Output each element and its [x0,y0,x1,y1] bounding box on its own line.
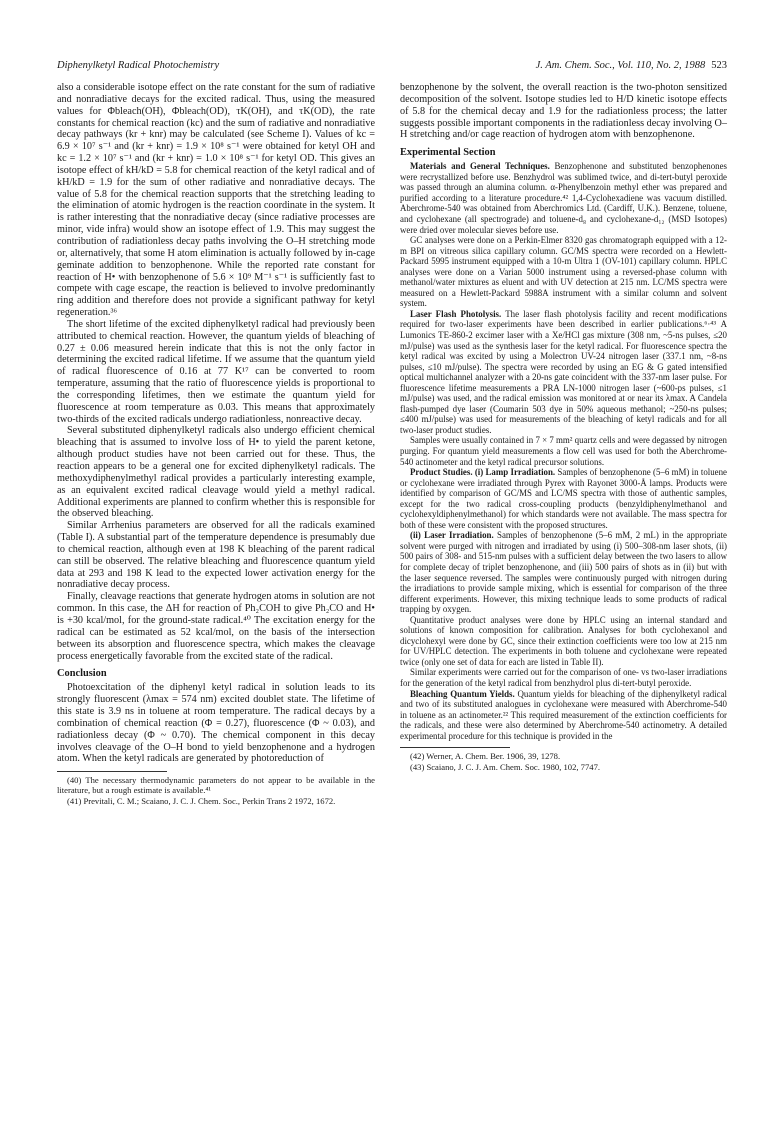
similar-paragraph: Similar experiments were carried out for the comparison of one- vs two-laser irradiations for the generation of the ketyl radical from benzhydrol plus di-tert-butyl peroxide. [400,667,727,689]
journal-citation: J. Am. Chem. Soc., Vol. 110, No. 2, 1988 [535,60,706,71]
run-in-heading: Bleaching Quantum Yields. [410,688,515,699]
conclusion-paragraph: Photoexcitation of the diphenyl ketyl radical in solution leads to its strongly fluorescent (λmax = 574 nm) excited doublet state. The lifetime of this state is 3.9 ns in toluene at room temperature. The radical decays by a combination of chemical reaction (Φ = 0.27), fluorescence (Φ ~ 0.03), and radiationless decay (Φ ~ 0.70). The chemical component in this decay involves cleavage of the O–H bond to yield benzophenone and a hydrogen atom. When the ketyl radicals are generated by photoreduction of [57,682,375,765]
footnote: (42) Werner, A. Chem. Ber. 1906, 39, 1278. [410,751,561,762]
body-paragraph: benzophenone by the solvent, the overall reaction is the two-photon sensitized decomposition of the solvent. Isotope studies led to H/D kinetic isotope effects of 5.8 for the chemical decay and 1.9 for the radiationless process; the latter suggests possible important components in the radiationless decay involving O–H stretching and/or cage reaction of hydrogen atom with benzophenone. [400,82,727,141]
materials-paragraph [400,161,727,235]
run-in-heading: Laser Flash Photolysis. [410,308,502,319]
gc-paragraph: GC analyses were done on a Perkin-Elmer 8320 gas chromatograph equipped with a 12-m BPI on vitreous silica capillary column. GC/MS spectra were recorded on a Hewlett-Packard 5995 instrument equipped with a 10-m Ultra 1 (OV-101) capillary column. HPLC analyses were done on a Varian 5000 instrument using a reversed-phase column with methanol/water mixtures as eluent and with UV detection at 215 nm. LC/MS spectra were measured on a Hewlett-Packard 5988A instrument with a similar column and solvent system. [400,235,727,309]
page-number: 523 [711,60,727,71]
right-column [400,82,727,772]
body-paragraph: Several substituted diphenylketyl radicals also undergo efficient chemical bleaching that is assumed to involve loss of H• to yield the parent ketone, although product studies have not been carried out for these. Thus, the reaction appears to be a general one for excited diphenylketyl radicals. The methoxydiphenylmethyl radical provides a particularly interesting example, as an equivalent excited radical cleavage would yield a methyl radical. Additional experiments are planned to confirm whether this is responsible for the observed bleaching. [57,425,375,520]
run-in-heading: Product Studies. (i) Lamp Irradiation. [410,467,556,478]
footnote: (40) The necessary thermodynamic parameters do not appear to be available in the literature, but a rough estimate is available.⁴¹ [57,775,375,796]
paragraph-text: Benzophenone and substituted benzophenones were recrystallized before use. Benzhydrol was sublimed twice, and di-tert-butyl peroxide was passed through an alumina column. α-Phenylbenzoin methyl ether was prepared and purified according to a literature procedure.⁴² 1,4-Cyclohexadiene was vacuum distilled. Aberchrome-540 was obtained from Aberchromics Ltd. (Cardiff, U.K.). Benzene, toluene, and cyclohexane (all spectrograde) and toluene-d₈ and cyclohexane-d₁₂ (MSD Isotopes) were dried over molecular sieves before use. [400,161,727,235]
paragraph-text: Quantum yields for bleaching of the diphenylketyl radical and two of its substituted analogues in cyclohexane were measured with Aberchrome-540 in toluene as an actinometer.²² This required measurement of the extinction coefficients for the radicals, and these were also determined by Aberchrome-540 actinometry. A detailed experimental procedure for this technique is provided in the [400,688,728,741]
section-heading-experimental: Experimental Section [400,147,496,159]
running-head-title: Diphenylketyl Radical Photochemistry [57,60,220,71]
section-heading-conclusion: Conclusion [57,668,107,680]
quantitative-paragraph: Quantitative product analyses were done by HPLC using an internal standard and solutions of known composition for calibration. Analyses for both cyclohexanol and dicyclohexyl were done by GC, since their extinction coefficients were too low at 215 nm for UV/HPLC detection. The experiments in both toluene and cyclohexane were repeated twice (only one set of data for each are listed in Table II). [400,614,727,667]
running-head-journal [536,60,727,71]
laser-paragraph [400,309,727,436]
bleaching-paragraph [400,689,727,742]
footnote-divider [57,771,167,772]
left-column [57,82,375,806]
footnote-divider [400,747,510,748]
paragraph-text: The laser flash photolysis facility and recent modifications required for two-laser experiments have been described in earlier publications.⁶·⁴³ A Lumonics TE-860-2 excimer laser with a Xe/HCl gas mixture (308 nm, ~5-ns pulses, ≤20 mJ/pulse) was used as the synthesis laser for the ketyl radical. For fluorescence spectra the ketyl radical was excited by using a Molectron UV-24 nitrogen laser (337.1 nm, ~8-ns pulses, ≤10 mJ/pulse). The spectra were recorded by using an EG & G gated intensified optical multichannel analyzer with a 20-ns gate coincident with the 337-nm laser pulse. For fluorescence lifetime measurements a PRA LN-1000 nitrogen laser (~600-ps pulses, ≤1 mJ/pulse) was used, and the radical emission was monitored at or near its λmax. A Candela flash-pumped dye laser (Coumarin 503 dye in 50% aqueous methanol; ~250-ns pulses; ≤400 mJ/pulse) was used for measurements of the bleaching of ketyl radicals and for all two-laser product studies. [400,308,727,435]
body-paragraph: Similar Arrhenius parameters are observed for all the radicals examined (Table I). A substantial part of the temperature dependence is presumably due to chemical reaction, although even at 198 K bleaching of the parent radical can still be observed. The relative bleaching and fluorescence quantum yield data at 293 and 198 K lead to the expected lower activation energy for the nonradiative decay process. [57,520,375,591]
laser-irradiation-paragraph [400,530,727,614]
paragraph-text: Samples of benzophenone (5–6 mM) in toluene or cyclohexane were irradiated through Pyrex with Rayonet 3000-Å lamps. Products were identified by comparison of GC/MS and LC/MS spectra with those of authentic samples, except for the two radical cross-coupling products (benzyldiphenylmethanol and cyclohexyldiphenylmethanol) for which standards were not available. The mass spectra for both of these were consistent with the proposed structures. [400,467,727,530]
samples-paragraph: Samples were usually contained in 7 × 7 mm² quartz cells and were degassed by nitrogen purging. For quantum yield measurements a flow cell was used for both the Aberchrome-540 actinometer and the ketyl radical precursor solutions. [400,435,727,467]
product-paragraph [400,467,727,530]
body-paragraph: Finally, cleavage reactions that generate hydrogen atoms in solution are not common. In this case, the ΔH for reaction of Ph₂COH to give Ph₂CO and H• is +30 kcal/mol, for the ground-state radical.⁴⁰ The excitation energy for the radical can be estimated as 52 kcal/mol, on the basis of the intersection between its absorption and fluorescence spectra, which makes the cleavage process energetically favorable from the excited state of the radical. [57,591,375,662]
body-paragraph: The short lifetime of the excited diphenylketyl radical had previously been attributed to chemical reaction. However, the quantum yields of bleaching of 0.27 ± 0.06 measured herein indicate that this is not the only factor in determining the excited radical lifetime. If we assume that the quantum yield of radical fluorescence of 0.16 at 77 K¹⁷ can be converted to room temperature, assuming that the ratio of fluorescence yields is proportional to the corresponding lifetimes, then we estimate the quantum yield for fluorescence at room temperature as 0.03. This means that approximately two-thirds of the excited radicals undergo radiationless, nonreactive decay. [57,318,375,425]
run-in-heading: (ii) Laser Irradiation. [410,530,494,541]
paragraph-text: Samples of benzophenone (5–6 mM, 2 mL) in the appropriate solvent were purged with nitrogen and irradiated by using (i) 500–308-nm laser shots, (ii) 500 pairs of 308- and 515-nm pulses with a sufficient delay between the two lasers to allow for complete decay of triplet benzophenone, and (iii) 500 pairs of shots as in (ii) but with the laser sequence reversed. The samples were continuously purged with nitrogen during the irradiations to provide sample mixing, which is essential for comparison of the three different experiments. However, this mixing technique leads to some products of radical trapping by oxygen. [400,530,727,615]
body-paragraph: also a considerable isotope effect on the rate constant for the sum of radiative and nonradiative decays for the excited radical. Thus, using the measured values for Φbleach(OH), Φbleach(OD), τK(OH), and τK(OD), the rate constants for chemical reaction (kc) and the sum of radiative and nonradiative decay pathways (kr + knr) may be calculated (see Scheme I). Values of kc = 6.9 × 10⁷ s⁻¹ and (kr + knr) = 1.9 × 10⁸ s⁻¹ were obtained for ketyl OH and kc = 1.2 × 10⁷ s⁻¹ and (kr + knr) = 1.0 × 10⁸ s⁻¹ for ketyl OD. This gives an isotope effect of kH/kD = 5.8 for chemical reaction of the ketyl radical and of kH/kD = 1.9 for the sum of other radiative and nonradiative decays. The value of 5.8 for the chemical reaction supports that the stretching leading to the elimination of atomic hydrogen is the reaction coordinate in the system. It is rather interesting that the nonradiative decay (since radiative processes are minor, vide infra) would show an isotope effect of 1.9. This may suggest the contribution of radiationless decay paths involving the O–H stretching mode or, alternatively, that some H atom elimination is actually followed by in-cage geminate addition to benzophenone. While the reported rate constant for reaction of H• with benzophenone of 5.6 × 10⁹ M⁻¹ s⁻¹ is sufficiently fast to compete with cage escape, the reaction is believed to involve predominantly ring addition and therefore does not provide a significant pathway for ketyl regeneration.³⁶ [57,82,375,319]
footnote: (43) Scaiano, J. C. J. Am. Chem. Soc. 1980, 102, 7747. [410,761,601,772]
footnote: (41) Previtali, C. M.; Scaiano, J. C. J. Chem. Soc., Perkin Trans 2 1972, 1672. [67,795,336,806]
run-in-heading: Materials and General Techniques. [410,161,550,172]
